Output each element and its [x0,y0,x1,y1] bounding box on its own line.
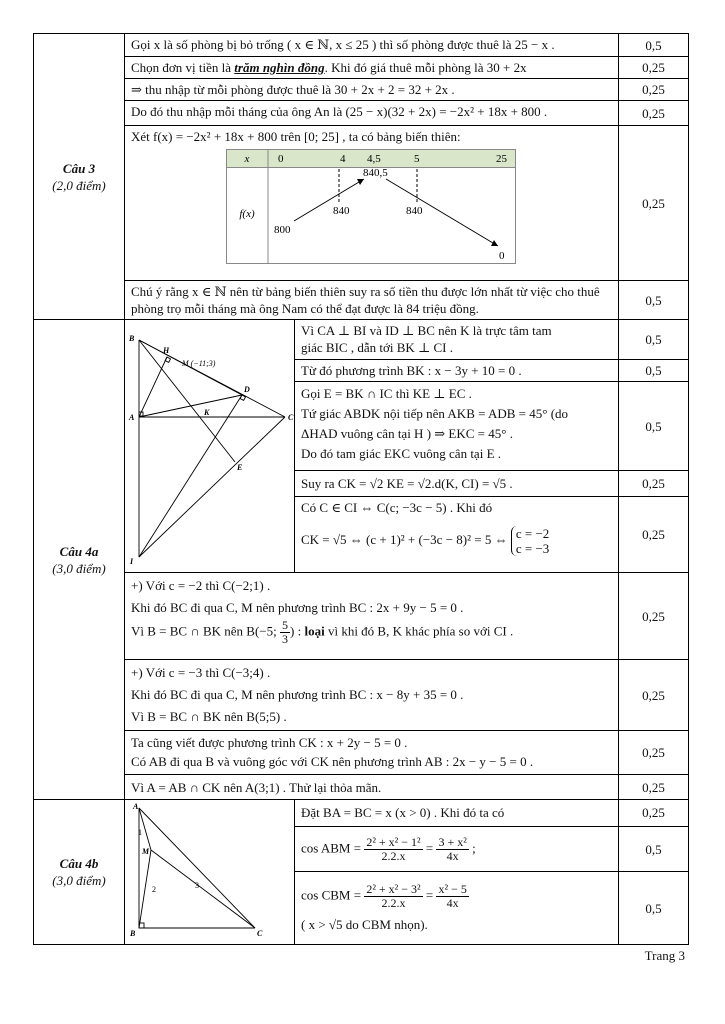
q4a-label-cell [34,320,125,800]
vt-f-0: 800 [274,224,291,236]
q4a-lbl-C: C [288,413,294,422]
q3-row-4-points: 0,25 [619,101,689,126]
vt-x-2: 4,5 [367,153,381,165]
variation-table [226,149,516,264]
q4a-lbl-K: K [204,408,210,417]
vt-f-1: 840 [333,205,350,217]
q3-row-1-points: 0,5 [619,34,689,57]
solution-brace: c = −2 c = −3 [511,526,549,556]
q4a-figure-cell [125,320,295,573]
vt-x-1: 4 [340,153,346,165]
q4a-label: Câu 4a [59,543,99,559]
q4a-row-8-points: 0,25 [619,731,689,775]
vt-f-2: 840,5 [363,167,388,179]
q4a-row-5-points: 0,25 [619,497,689,573]
answer-table [33,33,689,945]
q4a-lbl-A: A [129,413,135,422]
q3-row-3-points: 0,25 [619,79,689,101]
q4a-score: (3,0 điểm) [52,560,106,576]
page-number: Trang 3 [644,948,685,963]
q4a-row-6: +) Với c = −2 thì C(−2;1) . Khi đó BC đi qua C, M nên phương trình BC : 2x + 9y − 5 = 0 . Vì B = BC ∩ BK nên B(−5; $\frac{5}{3}$ ) : loại vì khi đó B, K khác phía so với CI . [125,573,619,660]
q4a-lbl-H: H [163,346,170,355]
q3-row-6-points: 0,5 [619,281,689,320]
q4a-lbl-B: B [129,334,135,343]
q3-row-1: Gọi x là số phòng bị bỏ trống ( x ∈ ℕ, x ≤ 25 ) thì số phòng được thuê là 25 − x . [125,34,619,57]
q4b-lbl-C: C [257,929,263,938]
q4b-score: (3,0 điểm) [52,873,106,888]
q4a-figure [125,320,295,568]
q3-row-3: ⇒ thu nhập từ mỗi phòng được thuê là 30 + 2x + 2 = 32 + 2x . [125,79,619,101]
q4b-lbl-B: B [130,929,136,938]
q4b-row-2-points: 0,5 [619,826,689,872]
q4a-row-7: +) Với c = −3 thì C(−3;4) . Khi đó BC đi qua C, M nên phương trình BC : x − 8y + 35 = 0 . Vì B = BC ∩ BK nên B(5;5) . [125,660,619,731]
q4a-row-4-points: 0,25 [619,470,689,497]
q4a-row-5: Có C ∈ CI ⇔ C(c; −3c − 5) . Khi đó CK = √5 ⇔ (c + 1)² + (−3c − 8)² = 5 ⇔ c = −2 c = −3 [295,497,619,573]
q3-label-cell [34,34,125,320]
q3-label: Câu 3 [62,160,96,176]
q3-row-5 [125,126,619,281]
q4a-row-8: Ta cũng viết được phương trình CK : x + 2y − 5 = 0 . Có AB đi qua B và vuông góc với CK nên phương trình AB : 2x − y − 5 = 0 . [125,731,619,775]
q4a-lbl-E: E [237,463,243,472]
q4a-row-9: Vì A = AB ∩ CK nên A(3;1) . Thử lại thỏa mãn. [125,775,619,800]
q4a-row-1-points: 0,5 [619,320,689,360]
q4b-lbl-1: 1 [138,828,142,837]
q4b-row-1: Đặt BA = BC = x (x > 0) . Khi đó ta có [295,800,619,827]
q4b-lbl-3: 3 [195,881,199,890]
q4b-row-1-points: 0,25 [619,800,689,827]
vt-f-label: f(x) [239,208,255,220]
q3-row-2-points: 0,25 [619,57,689,79]
q4a-lbl-I: I [130,557,134,566]
q4b-row-3-points: 0,5 [619,872,689,945]
q3-row-6: Chú ý rằng x ∈ ℕ nên từ bảng biến thiên suy ra số tiền thu được lớn nhất từ việc cho thuê phòng trọ mỗi tháng mà ông Nam có thể đạt được là 84 triệu đồng. [125,281,619,320]
q4b-lbl-2: 2 [152,885,156,894]
q4b-figure-cell [125,800,295,945]
q4a-row-2: Từ đó phương trình BK : x − 3y + 10 = 0 . [295,359,619,381]
vt-f-4: 0 [499,250,505,262]
q4a-lbl-M: M (−11;3) [182,359,216,368]
q4a-row-4: Suy ra CK = √2 KE = √2.d(K, CI) = √5 . [295,470,619,497]
q3-score: (2,0 điểm) [52,177,106,193]
q4a-row-3: Gọi E = BK ∩ IC thì KE ⊥ EC . Tứ giác ABDK nội tiếp nên AKB = ADB = 45° (do ΔHAD vuông cân tại H ) ⇒ EKC = 45° . Do đó tam giác EKC vuông cân tại E . [295,382,619,471]
q4b-figure [125,800,295,940]
q4a-row-9-points: 0,25 [619,775,689,800]
vt-f-3: 840 [406,205,423,217]
q3-row-5-points: 0,25 [619,126,689,281]
q4b-row-2: cos ABM = $\frac{\text{2² + x² − 1²}}{2.2.x}$ = $\frac{\text{3 + x²}}{4x}$ ; [295,826,619,872]
unit-emphasis: trăm nghìn đồng [234,60,325,75]
q4b-label-cell [34,800,125,945]
q3-row-5-text: Xét f(x) = −2x² + 18x + 800 trên [0; 25] , ta có bảng biến thiên: [131,129,461,144]
vt-x-4: 25 [496,153,507,165]
q4a-row-1: Vì CA ⊥ BI và ID ⊥ BC nên K là trực tâm tam giác BIC , dẫn tới BK ⊥ CI . [295,320,619,360]
vt-x-label: x [244,153,250,165]
vt-x-3: 5 [414,153,420,165]
q4b-label: Câu 4b [59,856,99,871]
q4b-lbl-A: A [133,802,139,811]
q3-row-2: Chọn đơn vị tiền là trăm nghìn đồng. Khi đó giá thuê mỗi phòng là 30 + 2x [125,57,619,79]
q4b-lbl-M: M [142,847,150,856]
fraction: $\frac{5}{3}$ [282,618,289,646]
q4b-row-3: cos CBM = $\frac{\text{2² + x² − 3²}}{2.2.x}$ = $\frac{\text{x² − 5}}{4x}$ ( x > √5 do CBM nhọn). [295,872,619,945]
q4a-row-2-points: 0,5 [619,359,689,381]
q4a-row-7-points: 0,25 [619,660,689,731]
q4a-row-6-points: 0,25 [619,573,689,660]
q4a-row-3-points: 0,5 [619,382,689,471]
q4a-lbl-D: D [244,385,250,394]
vt-x-0: 0 [278,153,284,165]
q3-row-4: Do đó thu nhập mỗi tháng của ông An là (25 − x)(32 + 2x) = −2x² + 18x + 800 . [125,101,619,126]
